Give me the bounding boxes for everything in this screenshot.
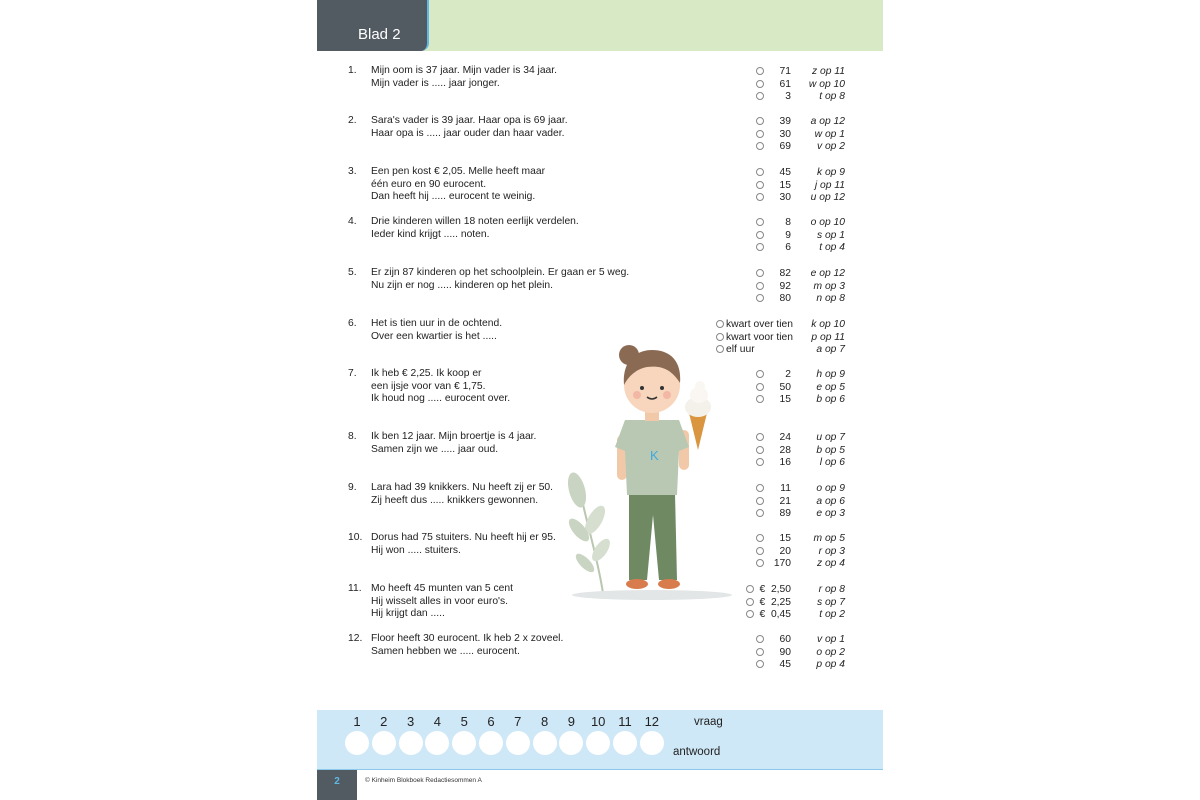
answer-code: b op 5 xyxy=(816,444,845,456)
question-text xyxy=(371,166,681,204)
footer-divider xyxy=(317,769,883,770)
question-line: Hij krijgt dan ..... xyxy=(371,608,445,620)
answer-radio[interactable] xyxy=(756,193,764,201)
answer-option[interactable] xyxy=(712,180,883,193)
question-line: Hij wisselt alles in voor euro's. xyxy=(371,595,509,607)
answer-radio[interactable] xyxy=(756,458,764,466)
answer-value: 30 xyxy=(779,128,791,140)
answer-value: 21 xyxy=(779,495,791,507)
answer-code: a op 6 xyxy=(816,495,845,507)
answer-grid-number: 9 xyxy=(567,714,575,729)
answer-value: 69 xyxy=(779,141,791,153)
answer-grid-circle[interactable] xyxy=(399,731,423,755)
answer-code: v op 1 xyxy=(816,634,845,645)
question-number: 8. xyxy=(348,431,357,442)
question-number: 2. xyxy=(348,115,357,126)
answer-code: n op 8 xyxy=(816,293,845,305)
answer-value: 45 xyxy=(779,659,791,671)
question-text xyxy=(371,65,681,90)
question-text xyxy=(371,216,681,241)
answer-option[interactable] xyxy=(712,382,883,395)
question-line: Er zijn 87 kinderen op het schoolplein. Er gaan er 5 weg. xyxy=(371,267,630,278)
answer-radio[interactable] xyxy=(756,243,764,251)
answer-radio[interactable] xyxy=(746,598,754,606)
answer-code: s op 1 xyxy=(816,229,845,241)
answer-radio[interactable] xyxy=(756,559,764,567)
question-line: Ik houd nog ..... eurocent over. xyxy=(371,393,511,405)
answer-option[interactable] xyxy=(712,66,883,79)
answer-option[interactable] xyxy=(712,533,883,546)
answer-code: k op 9 xyxy=(816,167,845,178)
answer-radio[interactable] xyxy=(746,585,754,593)
answer-value: 2 xyxy=(785,369,791,380)
answer-code: z op 4 xyxy=(816,558,845,570)
question-number: 1. xyxy=(348,65,357,76)
answer-value: 90 xyxy=(779,646,791,658)
answer-option[interactable] xyxy=(712,647,883,660)
answer-grid-number: 12 xyxy=(644,714,660,729)
answer-grid-circle[interactable] xyxy=(345,731,369,755)
shirt-letter: K xyxy=(650,448,659,463)
answer-value: 45 xyxy=(779,167,791,178)
answer-code: s op 7 xyxy=(816,596,845,608)
answer-radio[interactable] xyxy=(756,168,764,176)
question-number: 11. xyxy=(348,583,362,594)
answer-code: z op 11 xyxy=(811,66,845,77)
answer-option[interactable] xyxy=(712,116,883,129)
answer-grid-circle[interactable] xyxy=(372,731,396,755)
answer-radio[interactable] xyxy=(756,294,764,302)
answer-value: 89 xyxy=(779,508,791,520)
answer-option[interactable] xyxy=(712,268,883,281)
answer-option[interactable] xyxy=(712,332,883,345)
answer-grid-number: 5 xyxy=(460,714,468,729)
question-line: Sara's vader is 39 jaar. Haar opa is 69 jaar. xyxy=(371,115,568,126)
question-line: Ik heb € 2,25. Ik koop er xyxy=(371,368,482,379)
answer-radio[interactable] xyxy=(756,534,764,542)
question-line: Zij heeft dus ..... knikkers gewonnen. xyxy=(371,494,539,506)
answer-grid-circle[interactable] xyxy=(425,731,449,755)
answer-grid-question-label: vraag xyxy=(694,716,723,728)
question-line: Lara had 39 knikkers. Nu heeft zij er 50. xyxy=(371,482,554,493)
answer-grid-number: 3 xyxy=(406,714,415,729)
answer-radio[interactable] xyxy=(756,117,764,125)
answer-value: 9 xyxy=(785,229,791,241)
answer-value: € 0,45 xyxy=(759,609,791,621)
answer-option[interactable] xyxy=(712,344,883,357)
answer-option[interactable] xyxy=(712,659,883,672)
question-number: 7. xyxy=(348,368,357,379)
answer-value: 71 xyxy=(779,66,791,77)
question-line: Dan heeft hij ..... eurocent te weinig. xyxy=(371,191,536,203)
answer-code: r op 3 xyxy=(818,545,845,557)
answer-option[interactable] xyxy=(712,634,883,647)
answer-code: u op 12 xyxy=(810,192,845,204)
question-line: Het is tien uur in de ochtend. xyxy=(371,318,503,329)
answer-radio[interactable] xyxy=(756,142,764,150)
answer-option[interactable] xyxy=(712,445,883,458)
answer-radio[interactable] xyxy=(756,269,764,277)
answer-grid-circle[interactable] xyxy=(452,731,476,755)
answer-value: 92 xyxy=(779,280,791,292)
answer-code: o op 2 xyxy=(816,646,845,658)
answer-code: k op 10 xyxy=(811,319,845,330)
answer-radio[interactable] xyxy=(756,130,764,138)
answer-grid-circle[interactable] xyxy=(559,731,583,755)
question-line: Ik ben 12 jaar. Mijn broertje is 4 jaar. xyxy=(371,431,537,442)
answer-grid-number: 6 xyxy=(487,714,495,729)
answer-option[interactable] xyxy=(712,141,883,154)
question-number: 12. xyxy=(348,633,363,644)
answer-grid-number: 2 xyxy=(380,714,388,729)
question-line: Samen zijn we ..... jaar oud. xyxy=(371,443,499,455)
answer-grid-answer-label: antwoord xyxy=(673,746,721,758)
answer-radio[interactable] xyxy=(756,282,764,290)
answer-option[interactable] xyxy=(712,167,883,180)
question-line: Floor heeft 30 eurocent. Ik heb 2 x zoveel. xyxy=(371,633,564,644)
answer-option[interactable] xyxy=(712,369,883,382)
question-line: Mo heeft 45 munten van 5 cent xyxy=(371,583,513,594)
answer-value: 24 xyxy=(779,432,791,443)
answer-option[interactable] xyxy=(712,558,883,571)
answer-radio[interactable] xyxy=(756,67,764,75)
question-line: Een pen kost € 2,05. Melle heeft maar xyxy=(371,166,546,177)
question-line: Ieder kind krijgt ..... noten. xyxy=(371,228,490,240)
answer-radio[interactable] xyxy=(746,610,754,618)
question-number: 10. xyxy=(348,532,363,543)
answer-code: w op 1 xyxy=(814,128,845,140)
answer-radio[interactable] xyxy=(756,648,764,656)
answer-value: 28 xyxy=(779,444,791,456)
answer-option[interactable] xyxy=(712,597,883,610)
question-text xyxy=(371,267,681,292)
answer-option[interactable] xyxy=(712,609,883,622)
answer-radio[interactable] xyxy=(756,370,764,378)
question-line: Nu zijn er nog ..... kinderen op het plein. xyxy=(371,279,554,291)
answer-radio[interactable] xyxy=(756,547,764,555)
answer-value: kwart voor tien xyxy=(726,331,793,343)
answer-radio[interactable] xyxy=(756,181,764,189)
answer-value: 16 xyxy=(779,457,791,469)
answer-value: 8 xyxy=(785,217,791,228)
answer-value: 6 xyxy=(785,242,791,254)
answer-value: 15 xyxy=(779,394,791,406)
answer-option[interactable] xyxy=(712,457,883,470)
question-number: 3. xyxy=(348,166,357,177)
answer-option[interactable] xyxy=(712,483,883,496)
answer-option[interactable] xyxy=(712,217,883,230)
answer-code: r op 8 xyxy=(818,584,845,595)
answer-radio[interactable] xyxy=(756,484,764,492)
answer-code: e op 12 xyxy=(810,268,845,279)
answer-grid-circle[interactable] xyxy=(586,731,610,755)
answer-value: 82 xyxy=(779,268,791,279)
answer-option[interactable] xyxy=(712,91,883,104)
answer-code: m op 5 xyxy=(813,533,845,544)
answer-option[interactable] xyxy=(712,319,883,332)
answer-code: e op 3 xyxy=(816,508,845,520)
answer-value: 60 xyxy=(779,634,791,645)
answer-radio[interactable] xyxy=(756,383,764,391)
question-line: een ijsje voor van € 1,75. xyxy=(371,380,486,392)
answer-code: t op 8 xyxy=(819,91,845,103)
answer-grid-number: 7 xyxy=(514,714,522,729)
question-line: één euro en 90 eurocent. xyxy=(371,178,487,190)
question-number: 9. xyxy=(348,482,357,493)
answer-radio[interactable] xyxy=(756,92,764,100)
answer-value: 20 xyxy=(779,545,791,557)
question-line: Samen hebben we ..... eurocent. xyxy=(371,645,520,657)
answer-option[interactable] xyxy=(712,432,883,445)
answer-value: 50 xyxy=(779,381,791,393)
answer-code: b op 6 xyxy=(816,394,845,406)
answer-value: 170 xyxy=(773,558,791,570)
answer-grid-number: 1 xyxy=(353,714,361,729)
answer-radio[interactable] xyxy=(756,497,764,505)
worksheet-page xyxy=(317,0,883,800)
answer-option[interactable] xyxy=(712,242,883,255)
question-line: Over een kwartier is het ..... xyxy=(371,330,497,342)
question-number: 5. xyxy=(348,267,357,278)
girl-with-ice-cream-illustration xyxy=(567,335,737,605)
answer-grid-circle[interactable] xyxy=(640,731,664,755)
question-line: Drie kinderen willen 18 noten eerlijk verdelen. xyxy=(371,216,579,227)
answer-value: 15 xyxy=(779,533,791,544)
answer-code: o op 9 xyxy=(816,483,845,494)
answer-value: € 2,50 xyxy=(759,584,791,595)
answer-code: o op 10 xyxy=(810,217,845,228)
answer-radio[interactable] xyxy=(716,320,724,328)
question-line: Mijn oom is 37 jaar. Mijn vader is 34 jaar. xyxy=(371,65,557,76)
plant-decoration xyxy=(567,471,613,593)
answer-grid-number: 8 xyxy=(540,714,549,729)
answer-value: 61 xyxy=(779,78,791,90)
answer-value: 39 xyxy=(779,116,791,127)
answer-grid-circle[interactable] xyxy=(506,731,530,755)
answer-code: m op 3 xyxy=(813,280,845,292)
answer-option[interactable] xyxy=(712,79,883,92)
copyright-notice: © Kinheim Blokboek Redactiesommen A xyxy=(365,777,482,784)
question-number: 6. xyxy=(348,318,357,329)
answer-code: j op 11 xyxy=(814,179,845,191)
answer-radio[interactable] xyxy=(756,80,764,88)
answer-value: 3 xyxy=(785,91,791,103)
answer-option[interactable] xyxy=(712,584,883,597)
answer-option[interactable] xyxy=(712,394,883,407)
answer-code: h op 9 xyxy=(816,369,845,380)
answer-value: € 2,25 xyxy=(759,596,791,608)
answer-radio[interactable] xyxy=(756,509,764,517)
answer-grid-circle[interactable] xyxy=(479,731,503,755)
answer-value: 11 xyxy=(780,483,791,494)
answer-value: 30 xyxy=(779,192,791,204)
answer-radio[interactable] xyxy=(756,395,764,403)
answer-code: p op 4 xyxy=(816,659,845,671)
answer-value: elf uur xyxy=(726,344,755,356)
answer-value: 80 xyxy=(779,293,791,305)
answer-grid xyxy=(317,710,883,770)
answer-option[interactable] xyxy=(712,508,883,521)
answer-grid-number: 11 xyxy=(618,714,632,729)
answer-code: v op 2 xyxy=(816,141,845,153)
answer-grid-number: 4 xyxy=(433,714,441,729)
answer-code: t op 2 xyxy=(819,609,845,621)
answer-radio[interactable] xyxy=(756,635,764,643)
answer-option[interactable] xyxy=(712,496,883,509)
answer-option[interactable] xyxy=(712,281,883,294)
answer-code: e op 5 xyxy=(816,381,845,393)
page-number: 2 xyxy=(334,776,340,787)
answer-option[interactable] xyxy=(712,129,883,142)
answer-grid-circle[interactable] xyxy=(613,731,637,755)
answer-code: a op 12 xyxy=(810,116,845,127)
answer-code: p op 11 xyxy=(811,331,845,343)
question-text xyxy=(371,115,681,140)
answer-code: u op 7 xyxy=(816,432,845,443)
answer-option[interactable] xyxy=(712,192,883,205)
answer-radio[interactable] xyxy=(756,231,764,239)
answer-option[interactable] xyxy=(712,230,883,243)
answer-radio[interactable] xyxy=(756,660,764,668)
question-line: Dorus had 75 stuiters. Nu heeft hij er 95. xyxy=(371,532,556,543)
question-line: Mijn vader is ..... jaar jonger. xyxy=(371,77,500,89)
answer-option[interactable] xyxy=(712,546,883,559)
answer-code: t op 4 xyxy=(819,242,845,254)
question-number: 4. xyxy=(348,216,357,227)
answer-grid-circle[interactable] xyxy=(533,731,557,755)
answer-value: kwart over tien xyxy=(726,319,793,330)
question-line: Hij won ..... stuiters. xyxy=(371,544,461,556)
answer-code: w op 10 xyxy=(808,78,845,90)
answer-option[interactable] xyxy=(712,293,883,306)
answer-code: l op 6 xyxy=(819,457,845,469)
answer-grid-number: 10 xyxy=(590,714,606,729)
page-title: Blad 2 xyxy=(358,26,401,43)
question-text xyxy=(371,633,681,658)
answer-radio[interactable] xyxy=(756,218,764,226)
answer-radio[interactable] xyxy=(756,433,764,441)
question-line: Haar opa is ..... jaar ouder dan haar vader. xyxy=(371,127,565,139)
answer-value: 15 xyxy=(779,179,791,191)
answer-radio[interactable] xyxy=(756,446,764,454)
answer-code: a op 7 xyxy=(816,344,845,356)
